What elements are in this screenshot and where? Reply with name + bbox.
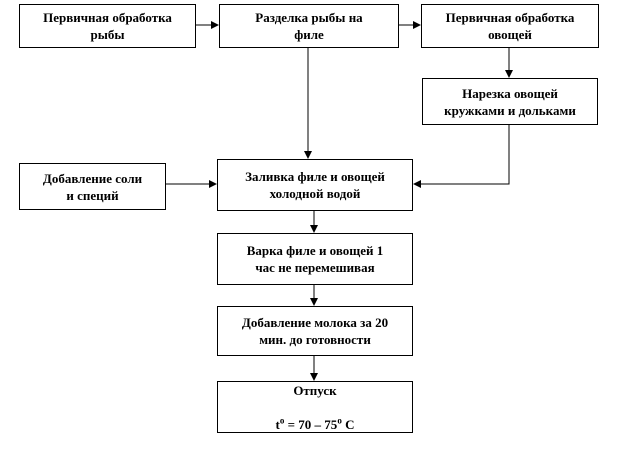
step-serving (217, 381, 413, 433)
degree-mark: o (279, 415, 285, 426)
arrow-slicing-to-pour-water (414, 125, 509, 184)
step-fish-primary-processing: Первичная обработка рыбы (19, 4, 196, 48)
step-pour-cold-water: Заливка филе и овощей холодной водой (217, 159, 413, 211)
serving-temperature (276, 416, 355, 433)
temp-prefix: t (275, 416, 280, 432)
temp-range: = 70 – 75 (284, 416, 338, 432)
step-add-salt-spices: Добавление соли и специй (19, 163, 166, 210)
step-vegetable-slicing: Нарезка овощей кружками и дольками (422, 78, 598, 125)
temp-unit: С (341, 416, 355, 432)
serving-title: Отпуск (293, 382, 337, 398)
step-add-milk: Добавление молока за 20 мин. до готовности (217, 306, 413, 356)
degree-mark: o (337, 415, 342, 426)
step-fish-filleting: Разделка рыбы на филе (219, 4, 399, 48)
step-vegetable-primary-processing: Первичная обработка овощей (421, 4, 599, 48)
step-cooking: Варка филе и овощей 1 час не перемешивая (217, 233, 413, 285)
